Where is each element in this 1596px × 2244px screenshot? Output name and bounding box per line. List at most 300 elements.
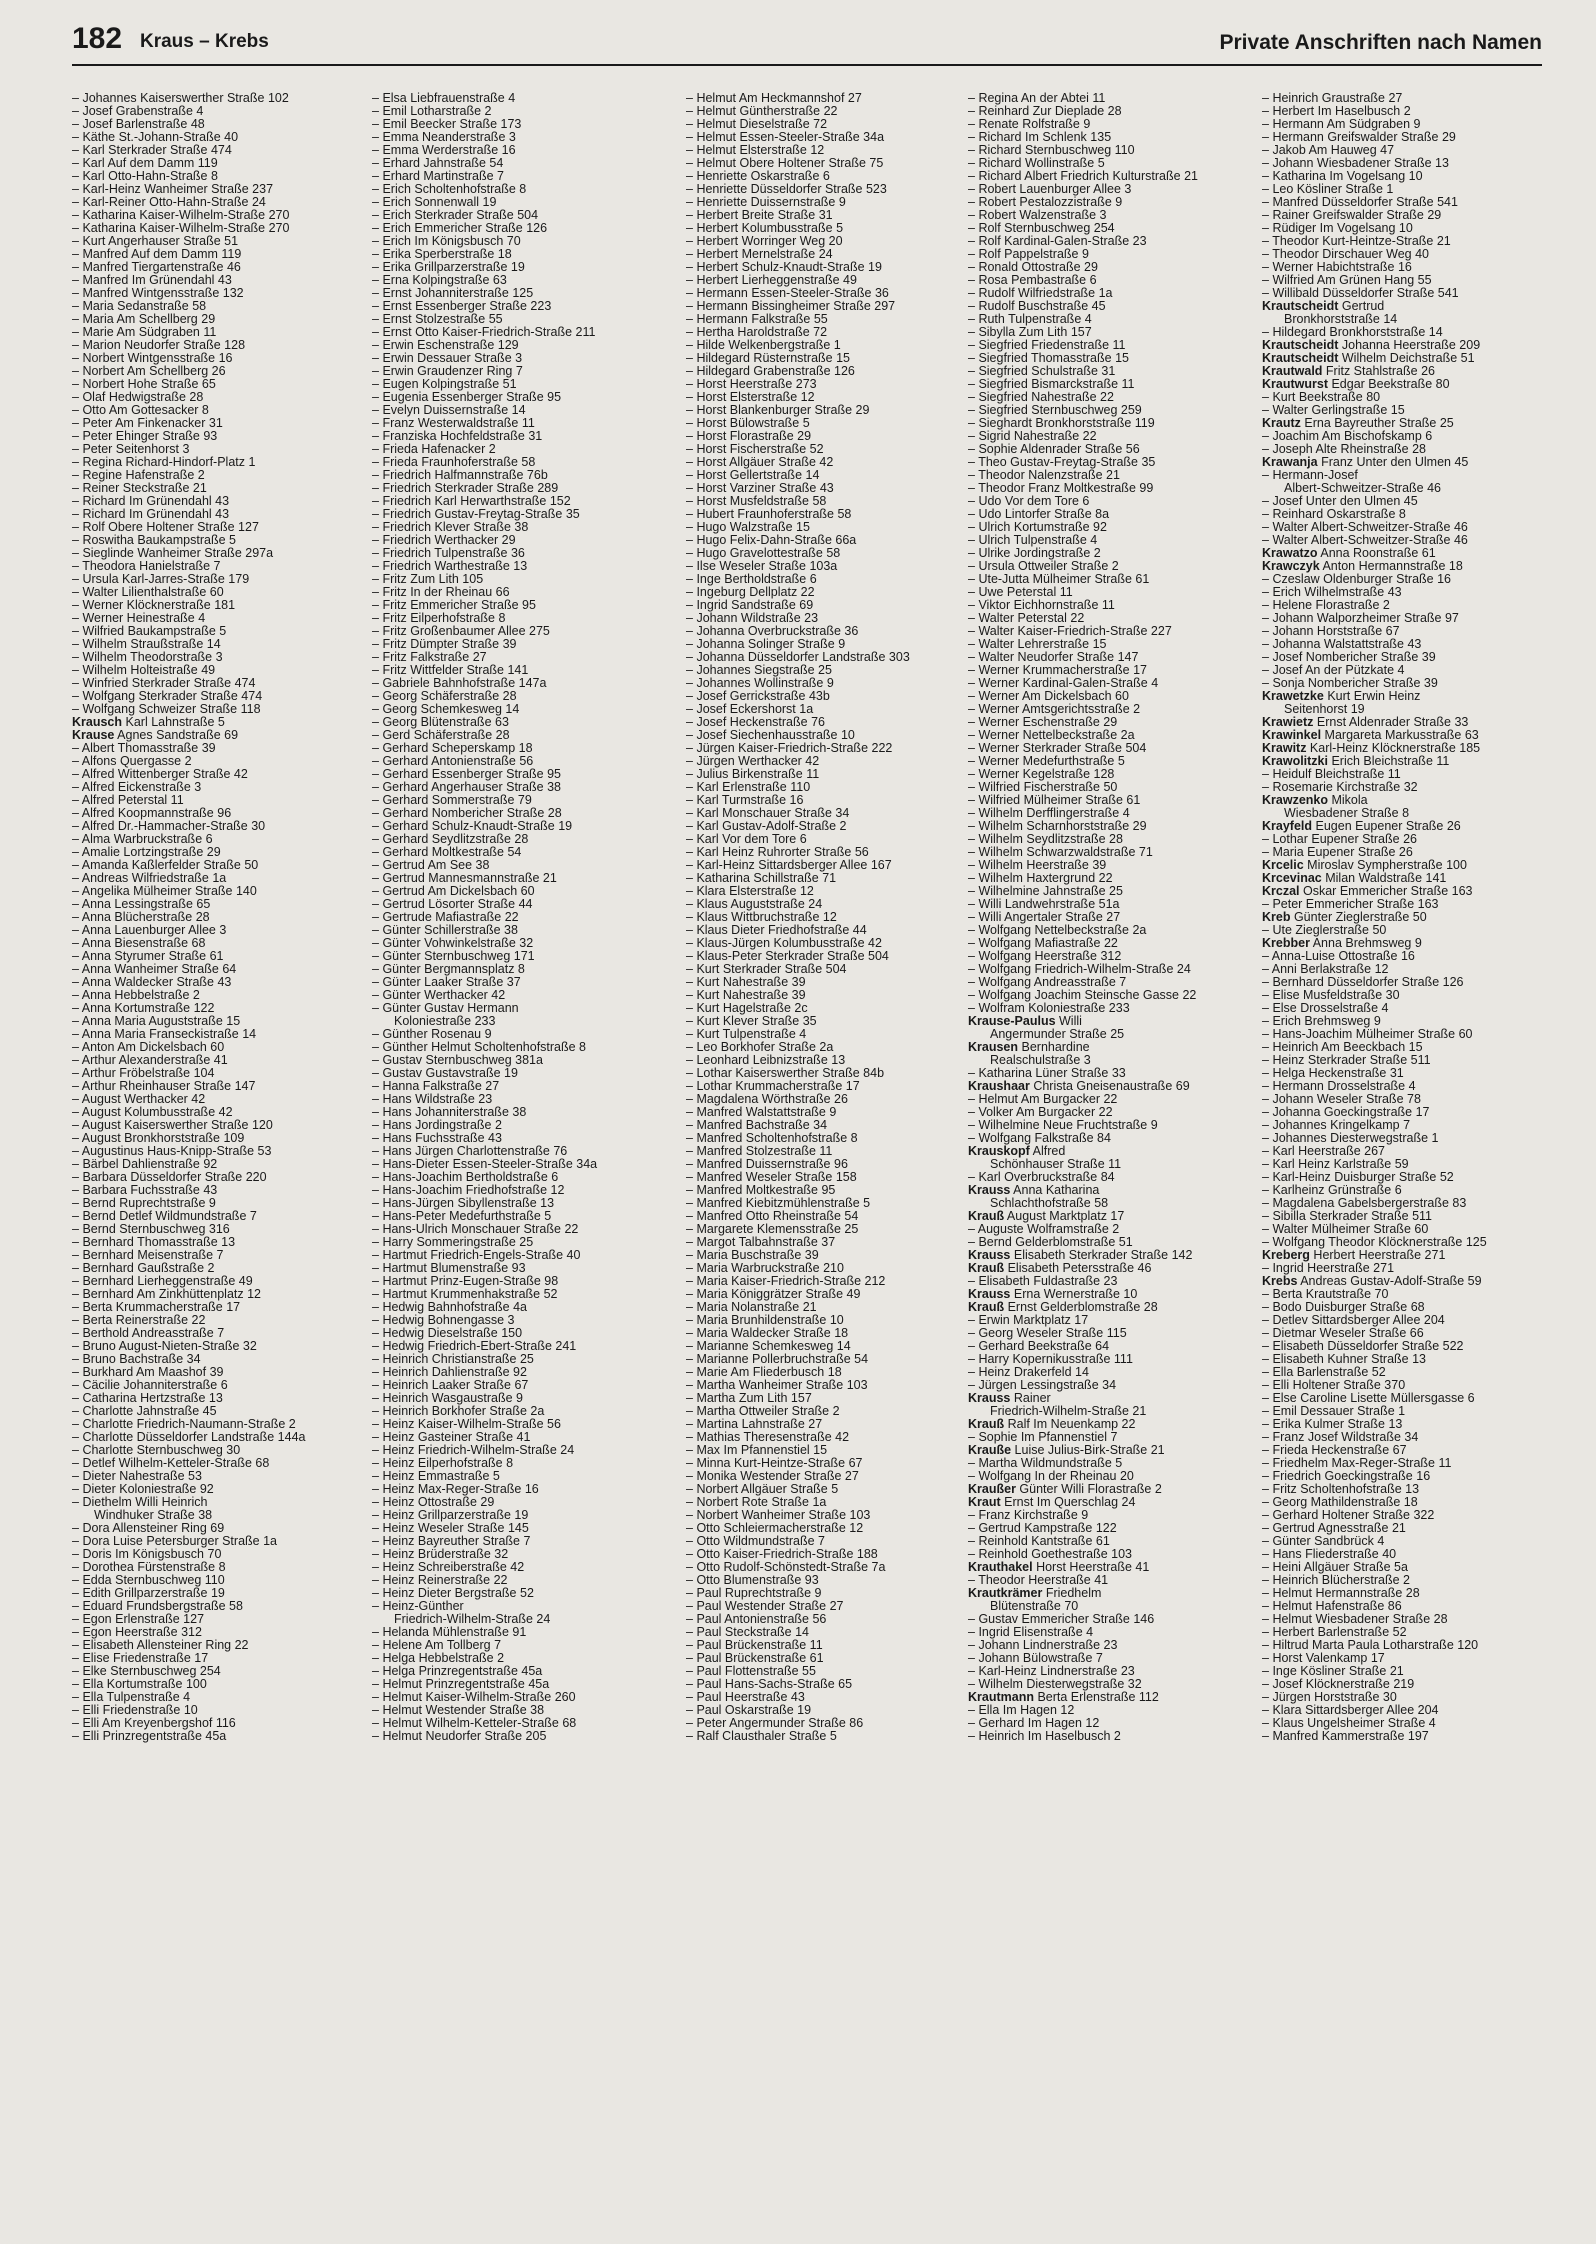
entry-details: Milan Waldstraße 141: [1321, 872, 1447, 885]
directory-entry: – Manfred Moltkestraße 95: [686, 1184, 971, 1197]
directory-entry: – Heinz Dieter Bergstraße 52: [372, 1587, 657, 1600]
directory-entry: – Rudolf Buschstraße 45: [968, 300, 1253, 313]
directory-entry: – Ernst Johanniterstraße 125: [372, 287, 657, 300]
directory-entry: – Berta Krautstraße 70: [1262, 1288, 1547, 1301]
directory-entry: – Rainer Greifswalder Straße 29: [1262, 209, 1547, 222]
directory-entry: – Willi Angertaler Straße 27: [968, 911, 1253, 924]
directory-entry: – Herbert Lierheggenstraße 49: [686, 274, 971, 287]
directory-entry: – Gertrud Mannesmannstraße 21: [372, 872, 657, 885]
directory-entry: [1262, 859, 1547, 872]
directory-entry: [968, 1418, 1253, 1431]
directory-entry: – Manfred Weseler Straße 158: [686, 1171, 971, 1184]
surname: Krause: [72, 729, 115, 742]
directory-entry: – Alfred Dr.-Hammacher-Straße 30: [72, 820, 357, 833]
directory-entry: – Helmut Westender Straße 38: [372, 1704, 657, 1717]
directory-entry: – Emil Dessauer Straße 1: [1262, 1405, 1547, 1418]
entry-details: Bernhardine: [1018, 1041, 1090, 1054]
directory-entry: – Willi Landwehrstraße 51a: [968, 898, 1253, 911]
directory-entry: [1262, 300, 1547, 313]
directory-entry: – Georg Blütenstraße 63: [372, 716, 657, 729]
directory-entry: – Theo Gustav-Freytag-Straße 35: [968, 456, 1253, 469]
directory-entry: – Frieda Fraunhoferstraße 58: [372, 456, 657, 469]
directory-entry: – Hedwig Bohnengasse 3: [372, 1314, 657, 1327]
directory-entry: – Hartmut Prinz-Eugen-Straße 98: [372, 1275, 657, 1288]
directory-entry: – Ronald Ottostraße 29: [968, 261, 1253, 274]
directory-entry: – Karl-Heinz Duisburger Straße 52: [1262, 1171, 1547, 1184]
directory-entry: [1262, 755, 1547, 768]
directory-entry: – Else Caroline Lisette Müllersgasse 6: [1262, 1392, 1547, 1405]
directory-entry: – Wilhelm Haxtergrund 22: [968, 872, 1253, 885]
directory-entry: – Winfried Sterkrader Straße 474: [72, 677, 357, 690]
directory-entry: – Bodo Duisburger Straße 68: [1262, 1301, 1547, 1314]
directory-entry: – Walter Mülheimer Straße 60: [1262, 1223, 1547, 1236]
entry-details: Elisabeth Petersstraße 46: [1004, 1262, 1152, 1275]
directory-entry: – Karl Erlenstraße 110: [686, 781, 971, 794]
directory-entry: [1262, 937, 1547, 950]
directory-entry: [1262, 729, 1547, 742]
entry-details: Herbert Heerstraße 271: [1309, 1249, 1446, 1262]
directory-entry: – Josef An der Pützkate 4: [1262, 664, 1547, 677]
directory-entry: – Regine Hafenstraße 2: [72, 469, 357, 482]
directory-entry: – Wilhelm Derfflingerstraße 4: [968, 807, 1253, 820]
directory-entry: – Roswitha Baukampstraße 5: [72, 534, 357, 547]
directory-entry: – Werner Medefurthstraße 5: [968, 755, 1253, 768]
directory-entry: – Norbert Wintgensstraße 16: [72, 352, 357, 365]
directory-entry: – Erika Sperberstraße 18: [372, 248, 657, 261]
directory-entry: – Peter Emmericher Straße 163: [1262, 898, 1547, 911]
directory-entry: – Paul Heerstraße 43: [686, 1691, 971, 1704]
directory-entry: – Hildegard Grabenstraße 126: [686, 365, 971, 378]
directory-entry: – Karl-Heinz Wanheimer Straße 237: [72, 183, 357, 196]
directory-entry: – Manfred Stolzestraße 11: [686, 1145, 971, 1158]
directory-entry: – Horst Blankenburger Straße 29: [686, 404, 971, 417]
directory-entry: – Regina An der Abtei 11: [968, 92, 1253, 105]
directory-entry: – Marie Am Südgraben 11: [72, 326, 357, 339]
entry-details: Willi: [1055, 1015, 1082, 1028]
directory-entry: – Anna Blücherstraße 28: [72, 911, 357, 924]
directory-entry: – Maria Warbruckstraße 210: [686, 1262, 971, 1275]
directory-entry: – Horst Valenkamp 17: [1262, 1652, 1547, 1665]
directory-entry: – Joachim Am Bischofskamp 6: [1262, 430, 1547, 443]
surname: Krawietz: [1262, 716, 1314, 729]
surname: Krawczyk: [1262, 560, 1320, 573]
directory-entry: – Helmut Hafenstraße 86: [1262, 1600, 1547, 1613]
surname: Krautkrämer: [968, 1587, 1043, 1600]
directory-entry: – Johann Weseler Straße 78: [1262, 1093, 1547, 1106]
directory-entry: [72, 716, 357, 729]
directory-entry: – Karl-Heinz Sittardsberger Allee 167: [686, 859, 971, 872]
directory-entry: – Günter Sternbuschweg 171: [372, 950, 657, 963]
directory-entry: – Martha Wanheimer Straße 103: [686, 1379, 971, 1392]
directory-entry: – Inge Bertholdstraße 6: [686, 573, 971, 586]
directory-entry: – Paul Steckstraße 14: [686, 1626, 971, 1639]
directory-entry: – Dora Allensteiner Ring 69: [72, 1522, 357, 1535]
surname: Krcevinac: [1262, 872, 1322, 885]
directory-entry: – Alfons Quergasse 2: [72, 755, 357, 768]
directory-entry: – Gerhard Seydlitzstraße 28: [372, 833, 657, 846]
directory-entry: – Katharina Im Vogelsang 10: [1262, 170, 1547, 183]
directory-entry: – Reiner Steckstraße 21: [72, 482, 357, 495]
surname: Krauße: [968, 1444, 1012, 1457]
directory-entry: – Herbert Mernelstraße 24: [686, 248, 971, 261]
directory-entry: – Ella Kortumstraße 100: [72, 1678, 357, 1691]
directory-entry: – Hanna Falkstraße 27: [372, 1080, 657, 1093]
directory-entry: – Wolfgang Sterkrader Straße 474: [72, 690, 357, 703]
directory-entry: – Hartmut Friedrich-Engels-Straße 40: [372, 1249, 657, 1262]
directory-entry: – Hans Fliederstraße 40: [1262, 1548, 1547, 1561]
directory-entry: [968, 1561, 1253, 1574]
directory-entry: – August Bronkhorststraße 109: [72, 1132, 357, 1145]
directory-entry: – Bernhard Meisenstraße 7: [72, 1249, 357, 1262]
directory-entry: – Anna Biesenstraße 68: [72, 937, 357, 950]
directory-entry: – Herbert Breite Straße 31: [686, 209, 971, 222]
directory-entry: – Kurt Hagelstraße 2c: [686, 1002, 971, 1015]
directory-entry: – Wilhelm Holteistraße 49: [72, 664, 357, 677]
directory-entry: – Kurt Klever Straße 35: [686, 1015, 971, 1028]
entry-details: Mikola: [1328, 794, 1368, 807]
directory-entry: – Walter Lilienthalstraße 60: [72, 586, 357, 599]
directory-entry: – Frieda Hafenacker 2: [372, 443, 657, 456]
directory-entry: – Richard Im Grünendahl 43: [72, 495, 357, 508]
directory-column-1: [72, 92, 357, 2224]
directory-entry: [1262, 690, 1547, 703]
directory-entry: – Manfred Düsseldorfer Straße 541: [1262, 196, 1547, 209]
directory-entry: – Theodor Kurt-Heintze-Straße 21: [1262, 235, 1547, 248]
directory-entry: – Mathias Theresenstraße 42: [686, 1431, 971, 1444]
surname: Krcelic: [1262, 859, 1304, 872]
directory-entry: – Erna Kolpingstraße 63: [372, 274, 657, 287]
directory-entry: – Charlotte Sternbuschweg 30: [72, 1444, 357, 1457]
entry-details: Karl Lahnstraße 5: [122, 716, 225, 729]
directory-entry: – Lothar Kaiserswerther Straße 84b: [686, 1067, 971, 1080]
entry-details: Ernst Im Querschlag 24: [1000, 1496, 1136, 1509]
directory-entry: – Maria Nolanstraße 21: [686, 1301, 971, 1314]
entry-details: Fritz Stahlstraße 26: [1322, 365, 1435, 378]
directory-entry: – Anton Am Dickelsbach 60: [72, 1041, 357, 1054]
directory-entry: Angermunder Straße 25: [990, 1028, 1125, 1041]
directory-entry: – Rudolf Wilfriedstraße 1a: [968, 287, 1253, 300]
directory-entry: – Bernhard Lierheggenstraße 49: [72, 1275, 357, 1288]
directory-entry: – Friedrich Werthacker 29: [372, 534, 657, 547]
entry-details: Wilhelm Deichstraße 51: [1338, 352, 1475, 365]
directory-entry: – Wilhelm Seydlitzstraße 28: [968, 833, 1253, 846]
directory-entry: – Manfred Duissernstraße 96: [686, 1158, 971, 1171]
directory-entry: – Werner Amtsgerichtsstraße 2: [968, 703, 1253, 716]
entry-details: Erich Bleichstraße 11: [1328, 755, 1450, 768]
directory-entry: – Wilhelm Diesterwegstraße 32: [968, 1678, 1253, 1691]
directory-entry: Schlachthofstraße 58: [990, 1197, 1109, 1210]
directory-entry: – Heinrich Im Haselbusch 2: [968, 1730, 1253, 1743]
directory-entry: – Udo Lintorfer Straße 8a: [968, 508, 1253, 521]
entry-details: Margareta Markusstraße 63: [1321, 729, 1479, 742]
directory-entry: – Franz Kirchstraße 9: [968, 1509, 1253, 1522]
directory-entry: – Otto Am Gottesacker 8: [72, 404, 357, 417]
directory-entry: – Richard Albert Friedrich Kulturstraße 21: [968, 170, 1253, 183]
directory-entry: – Johann Wiesbadener Straße 13: [1262, 157, 1547, 170]
entry-details: Ernst Gelderblomstraße 28: [1004, 1301, 1158, 1314]
directory-entry: – Gerhard Nombericher Straße 28: [372, 807, 657, 820]
directory-entry: – Hermann Greifswalder Straße 29: [1262, 131, 1547, 144]
directory-entry: – Norbert Hohe Straße 65: [72, 378, 357, 391]
directory-entry: – Johannes Diesterwegstraße 1: [1262, 1132, 1547, 1145]
directory-entry: – Fritz Falkstraße 27: [372, 651, 657, 664]
directory-entry: – Siegfried Nahestraße 22: [968, 391, 1253, 404]
directory-entry: – Martha Ottweiler Straße 2: [686, 1405, 971, 1418]
surname: Krautz: [1262, 417, 1301, 430]
directory-entry: – Reinhard Zur Dieplade 28: [968, 105, 1253, 118]
directory-entry: – Wolfgang Andreasstraße 7: [968, 976, 1253, 989]
directory-entry: – Maria Kaiser-Friedrich-Straße 212: [686, 1275, 971, 1288]
directory-entry: – Erich Emmericher Straße 126: [372, 222, 657, 235]
directory-entry: – Helmut Wilhelm-Ketteler-Straße 68: [372, 1717, 657, 1730]
surname: Krauß: [968, 1418, 1005, 1431]
directory-entry: – Friedrich Karl Herwarthstraße 152: [372, 495, 657, 508]
directory-entry: – Friedhelm Max-Reger-Straße 11: [1262, 1457, 1547, 1470]
entry-details: Kurt Erwin Heinz: [1323, 690, 1421, 703]
directory-entry: – Erich Scholtenhofstraße 8: [372, 183, 657, 196]
directory-entry: – Friedrich Klever Straße 38: [372, 521, 657, 534]
entry-details: Anna Roonstraße 61: [1317, 547, 1436, 560]
directory-entry: – Wilfried Baukampstraße 5: [72, 625, 357, 638]
directory-entry: – Elli Holtener Straße 370: [1262, 1379, 1547, 1392]
directory-entry: – Bernd Gelderblomstraße 51: [968, 1236, 1253, 1249]
entry-details: Franz Unter den Ulmen 45: [1317, 456, 1469, 469]
directory-entry: – Dieter Nahestraße 53: [72, 1470, 357, 1483]
directory-entry: – Wolfgang Friedrich-Wilhelm-Straße 24: [968, 963, 1253, 976]
directory-entry: – Ilse Weseler Straße 103a: [686, 560, 971, 573]
directory-entry: – Edith Grillparzerstraße 19: [72, 1587, 357, 1600]
directory-entry: – Ulrich Tulpenstraße 4: [968, 534, 1253, 547]
directory-entry: – Horst Allgäuer Straße 42: [686, 456, 971, 469]
directory-entry: – Alma Warbruckstraße 6: [72, 833, 357, 846]
directory-entry: – Heinz Sterkrader Straße 511: [1262, 1054, 1547, 1067]
directory-entry: – Anni Berlakstraße 12: [1262, 963, 1547, 976]
directory-entry: – Horst Fischerstraße 52: [686, 443, 971, 456]
directory-entry: – Friedrich Halfmannstraße 76b: [372, 469, 657, 482]
directory-entry: – Wilfried Am Grünen Hang 55: [1262, 274, 1547, 287]
directory-entry: [1262, 1275, 1547, 1288]
directory-entry: – Richard Sternbuschweg 110: [968, 144, 1253, 157]
directory-entry: [72, 729, 357, 742]
directory-entry: – Fritz Dümpter Straße 39: [372, 638, 657, 651]
directory-entry: – Eduard Frundsbergstraße 58: [72, 1600, 357, 1613]
directory-entry: – Maria Sedanstraße 58: [72, 300, 357, 313]
directory-entry: – Klaus Auguststraße 24: [686, 898, 971, 911]
directory-entry: – Franziska Hochfeldstraße 31: [372, 430, 657, 443]
directory-entry: – Siegfried Bismarckstraße 11: [968, 378, 1253, 391]
directory-entry: – Ingeburg Dellplatz 22: [686, 586, 971, 599]
directory-entry: – Martha Zum Lith 157: [686, 1392, 971, 1405]
directory-entry: – Peter Am Finkenacker 31: [72, 417, 357, 430]
entry-details: Andreas Gustav-Adolf-Straße 59: [1297, 1275, 1482, 1288]
directory-entry: – Günter Gustav Hermann: [372, 1002, 657, 1015]
surname: Krausen: [968, 1041, 1019, 1054]
directory-entry: – Hedwig Bahnhofstraße 4a: [372, 1301, 657, 1314]
directory-entry: – Hermann Falkstraße 55: [686, 313, 971, 326]
directory-entry: – Wilhelmine Neue Fruchtstraße 9: [968, 1119, 1253, 1132]
directory-entry: – Rosa Pembastraße 6: [968, 274, 1253, 287]
directory-entry: – Friedrich Warthestraße 13: [372, 560, 657, 573]
entry-details: Christa Gneisenaustraße 69: [1029, 1080, 1190, 1093]
directory-entry: – Heinz Weseler Straße 145: [372, 1522, 657, 1535]
directory-entry: – Peter Angermunder Straße 86: [686, 1717, 971, 1730]
directory-entry: – Johann Wildstraße 23: [686, 612, 971, 625]
directory-entry: – Richard Im Schlenk 135: [968, 131, 1253, 144]
directory-entry: – Gerhard Angerhauser Straße 38: [372, 781, 657, 794]
directory-entry: – Karl Sterkrader Straße 474: [72, 144, 357, 157]
directory-entry: – Friedrich Sterkrader Straße 289: [372, 482, 657, 495]
directory-entry: – Gertrud Lösorter Straße 44: [372, 898, 657, 911]
directory-entry: – Hildegard Bronkhorststraße 14: [1262, 326, 1547, 339]
directory-entry: – Josef Eckershorst 1a: [686, 703, 971, 716]
directory-entry: – Hubert Fraunhoferstraße 58: [686, 508, 971, 521]
surname: Krautscheidt: [1262, 352, 1339, 365]
directory-entry: – Norbert Wanheimer Straße 103: [686, 1509, 971, 1522]
directory-entry: – Heinz Ottostraße 29: [372, 1496, 657, 1509]
directory-entry: – Czeslaw Oldenburger Straße 16: [1262, 573, 1547, 586]
directory-entry: [1262, 872, 1547, 885]
directory-entry: – Paul Brückenstraße 61: [686, 1652, 971, 1665]
directory-entry: – Bernd Detlef Wildmundstraße 7: [72, 1210, 357, 1223]
directory-entry: [1262, 365, 1547, 378]
directory-entry: – Hans Wildstraße 23: [372, 1093, 657, 1106]
directory-entry: – Maria Königgrätzer Straße 49: [686, 1288, 971, 1301]
surname: Krawolitzki: [1262, 755, 1328, 768]
directory-entry: – Wolfgang Schweizer Straße 118: [72, 703, 357, 716]
directory-entry: – Manfred Wintgensstraße 132: [72, 287, 357, 300]
directory-entry: – Ulrike Jordingstraße 2: [968, 547, 1253, 560]
directory-entry: – Kurt Beekstraße 80: [1262, 391, 1547, 404]
surname: Krczal: [1262, 885, 1300, 898]
directory-entry: – Helmut Essen-Steeler-Straße 34a: [686, 131, 971, 144]
directory-entry: – Berta Krummacherstraße 17: [72, 1301, 357, 1314]
directory-entry: – Karl Monschauer Straße 34: [686, 807, 971, 820]
directory-entry: – Hartmut Blumenstraße 93: [372, 1262, 657, 1275]
entry-details: August Marktplatz 17: [1004, 1210, 1125, 1223]
directory-entry: – Heinz Drakerfeld 14: [968, 1366, 1253, 1379]
surname: Kreberg: [1262, 1249, 1310, 1262]
directory-entry: – Heinrich Borkhofer Straße 2a: [372, 1405, 657, 1418]
directory-entry: – Berthold Andreasstraße 7: [72, 1327, 357, 1340]
directory-entry: – Helmut Elsterstraße 12: [686, 144, 971, 157]
directory-entry: – Herbert Barlenstraße 52: [1262, 1626, 1547, 1639]
directory-entry: – Johann Horststraße 67: [1262, 625, 1547, 638]
directory-entry: Albert-Schweitzer-Straße 46: [1284, 482, 1442, 495]
directory-entry: – Hans-Peter Medefurthstraße 5: [372, 1210, 657, 1223]
directory-entry: – Emma Neanderstraße 3: [372, 131, 657, 144]
directory-entry: – Ralf Clausthaler Straße 5: [686, 1730, 971, 1743]
directory-entry: – Horst Varziner Straße 43: [686, 482, 971, 495]
directory-entry: – Günter Bergmannsplatz 8: [372, 963, 657, 976]
directory-entry: [1262, 339, 1547, 352]
directory-entry: – Horst Florastraße 29: [686, 430, 971, 443]
directory-entry: – Heinz Kaiser-Wilhelm-Straße 56: [372, 1418, 657, 1431]
directory-entry: – Hermann Essen-Steeler-Straße 36: [686, 287, 971, 300]
directory-entry: – Friedrich Tulpenstraße 36: [372, 547, 657, 560]
directory-entry: – Bernhard Düsseldorfer Straße 126: [1262, 976, 1547, 989]
directory-entry: – Horst Bülowstraße 5: [686, 417, 971, 430]
surname: Krayfeld: [1262, 820, 1313, 833]
directory-entry: – Helanda Mühlenstraße 91: [372, 1626, 657, 1639]
directory-entry: – Klara Sittardsberger Allee 204: [1262, 1704, 1547, 1717]
directory-entry: – Erich Sterkrader Straße 504: [372, 209, 657, 222]
directory-entry: – Heinz Schreiberstraße 42: [372, 1561, 657, 1574]
directory-entry: – Hans-Joachim Friedhofstraße 12: [372, 1184, 657, 1197]
directory-entry: – Wolfgang Theodor Klöcknerstraße 125: [1262, 1236, 1547, 1249]
directory-entry: – Werner Eschenstraße 29: [968, 716, 1253, 729]
directory-entry: – Paul Brückenstraße 11: [686, 1639, 971, 1652]
directory-entry: – Theodor Nalenzstraße 21: [968, 469, 1253, 482]
entry-details: Gertrud: [1338, 300, 1385, 313]
directory-entry: – Siegfried Thomasstraße 15: [968, 352, 1253, 365]
directory-entry: – Helmut Am Burgacker 22: [968, 1093, 1253, 1106]
directory-entry: – Maria Buschstraße 39: [686, 1249, 971, 1262]
directory-entry: – Minna Kurt-Heintze-Straße 67: [686, 1457, 971, 1470]
directory-entry: – Dora Luise Petersburger Straße 1a: [72, 1535, 357, 1548]
directory-entry: – Jakob Am Hauweg 47: [1262, 144, 1547, 157]
directory-entry: – Dorothea Fürstenstraße 8: [72, 1561, 357, 1574]
directory-entry: – Helene Florastraße 2: [1262, 599, 1547, 612]
directory-entry: – Ruth Tulpenstraße 4: [968, 313, 1253, 326]
directory-column-3: [686, 92, 971, 2224]
page-number: 182: [72, 22, 123, 55]
directory-entry: – Charlotte Jahnstraße 45: [72, 1405, 357, 1418]
directory-entry: Wiesbadener Straße 8: [1284, 807, 1410, 820]
directory-entry: – Johanna Walstattstraße 43: [1262, 638, 1547, 651]
directory-entry: – Heinz Friedrich-Wilhelm-Straße 24: [372, 1444, 657, 1457]
directory-entry: – Hiltrud Marta Paula Lotharstraße 120: [1262, 1639, 1547, 1652]
directory-entry: – Kurt Angerhauser Straße 51: [72, 235, 357, 248]
directory-entry: – Johann Walporzheimer Straße 97: [1262, 612, 1547, 625]
surname: Krauss: [968, 1249, 1011, 1262]
directory-entry: – Andreas Wilfriedstraße 1a: [72, 872, 357, 885]
directory-entry: – Julius Birkenstraße 11: [686, 768, 971, 781]
entry-details: Anna Brehmsweg 9: [1309, 937, 1422, 950]
directory-entry: – Karl-Reiner Otto-Hahn-Straße 24: [72, 196, 357, 209]
directory-entry: – Käthe St.-Johann-Straße 40: [72, 131, 357, 144]
directory-entry: – Günther Rosenau 9: [372, 1028, 657, 1041]
directory-entry: – Paul Hans-Sachs-Straße 65: [686, 1678, 971, 1691]
directory-entry: – Hugo Walzstraße 15: [686, 521, 971, 534]
directory-entry: – Horst Elsterstraße 12: [686, 391, 971, 404]
directory-entry: – Harry Kopernikusstraße 111: [968, 1353, 1253, 1366]
directory-entry: – Günter Sandbrück 4: [1262, 1535, 1547, 1548]
entry-details: Elisabeth Sterkrader Straße 142: [1010, 1249, 1193, 1262]
directory-entry: – Wilfried Fischerstraße 50: [968, 781, 1253, 794]
directory-entry: – Karl Otto-Hahn-Straße 8: [72, 170, 357, 183]
directory-entry: [968, 1184, 1253, 1197]
directory-entry: [968, 1041, 1253, 1054]
directory-entry: – Alfred Koopmannstraße 96: [72, 807, 357, 820]
directory-entry: – Karl Auf dem Damm 119: [72, 157, 357, 170]
directory-entry: – Heinz Eilperhofstraße 8: [372, 1457, 657, 1470]
directory-entry: – Robert Pestalozzistraße 9: [968, 196, 1253, 209]
surname: Kraut: [968, 1496, 1001, 1509]
directory-entry: – Heidulf Bleichstraße 11: [1262, 768, 1547, 781]
directory-entry: – Otto Schleiermacherstraße 12: [686, 1522, 971, 1535]
directory-entry: – Hermann Am Südgraben 9: [1262, 118, 1547, 131]
directory-entry: [968, 1444, 1253, 1457]
directory-entry: – Katharina Lüner Straße 33: [968, 1067, 1253, 1080]
directory-entry: – Heinrich Graustraße 27: [1262, 92, 1547, 105]
directory-entry: – Siegfried Sternbuschweg 259: [968, 404, 1253, 417]
directory-entry: – Josef Barlenstraße 48: [72, 118, 357, 131]
directory-entry: – Theodor Franz Moltkestraße 99: [968, 482, 1253, 495]
directory-entry: – Willibald Düsseldorfer Straße 541: [1262, 287, 1547, 300]
directory-entry: – Kurt Nahestraße 39: [686, 989, 971, 1002]
directory-entry: [1262, 820, 1547, 833]
directory-entry: [968, 1249, 1253, 1262]
